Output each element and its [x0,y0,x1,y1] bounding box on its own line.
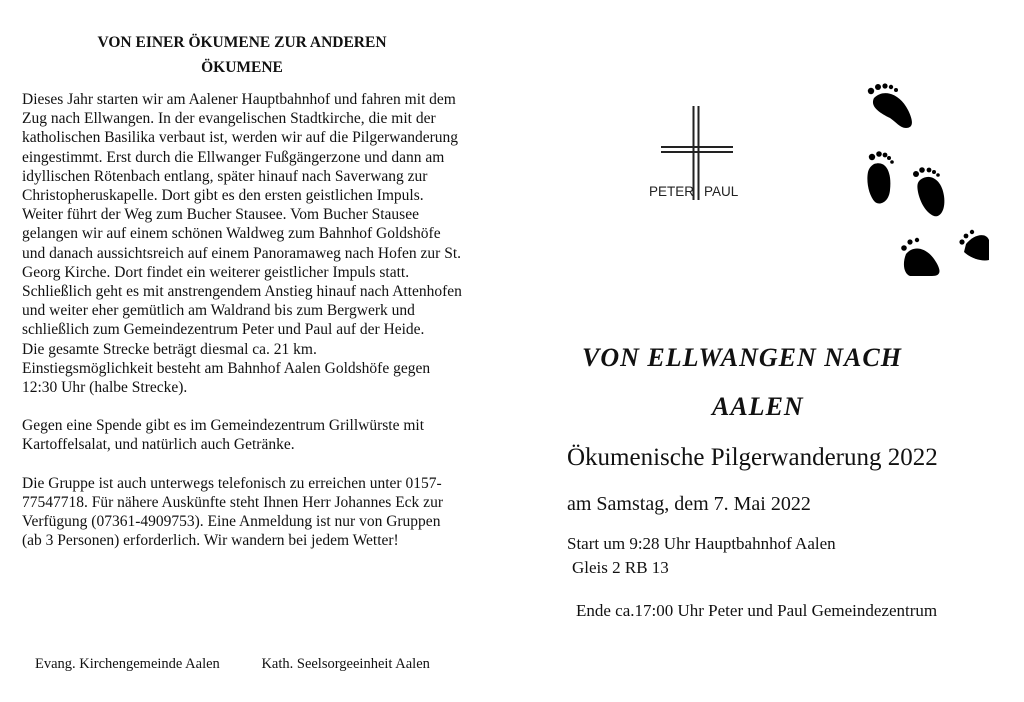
footprint-left [867,151,893,203]
start-platform-line: Gleis 2 RB 13 [572,558,669,577]
body-text [22,90,462,550]
footprints-icon [856,76,996,288]
signature-evangelical: Evang. Kirchengemeinde Aalen [35,656,220,672]
footprint-top [868,83,912,128]
cross-horizontal-top [661,146,733,148]
paragraph-route: Dieses Jahr starten wir am Aalener Hauptbahnhof und fahren mit dem Zug nach Ellwangen. In der evangelischen Stadtkirche, die mit der katholischen Basilika verbaut ist, werden wir auf die Pilgerwanderung eingestimmt. Erst durch die Ellwanger Fußgängerzone und dann am idyllischen Rötenbach entlang, später hinauf nach Saverwang zur Christopheruskapelle. Dort gibt es den ersten geistlichen Impuls. Weiter führt der Weg zum Bucher Stausee. Vom Bucher Stausee gelangen wir auf einem schönen Waldweg zum Bahnhof Goldshöfe und danach aussichtsreich auf einem Panoramaweg nach Hofen zur St. Georg Kirche. Dort findet ein weiterer geistlicher Impuls statt. Schließlich geht es mit anstrengendem Anstieg hinauf nach Attenhofen und weiter eher gemütlich am Waldrand bis zum Bergwerk und schließlich zum Gemeindezentrum Peter und Paul auf der Heide. [22,91,462,339]
heading-line-2: ÖKUMENE [201,59,283,76]
event-subtitle: Ökumenische Pilgerwanderung 2022 [567,444,938,471]
title-line-1: VON ELLWANGEN NACH [582,343,902,372]
heading-line-1: VON EINER ÖKUMENE ZUR ANDEREN [97,34,387,51]
paragraph-food: Gegen eine Spende gibt es im Gemeindezentrum Grillwürste mit Kartoffelsalat, und natürlich auch Getränke. [22,417,425,454]
footprint-bottom-right [959,230,989,261]
paragraph-distance: Die gesamte Strecke beträgt diesmal ca. 21 km. [22,340,317,358]
end-info: Ende ca.17:00 Uhr Peter und Paul Gemeindezentrum [576,601,938,620]
left-column [22,26,462,550]
start-time-line: Start um 9:28 Uhr Hauptbahnhof Aalen [567,534,836,553]
logo-word-paul: PAUL [704,184,739,199]
footprint-right [913,167,944,216]
signature-catholic: Kath. Seelsorgeeinheit Aalen [261,656,430,672]
start-info [567,532,836,580]
signatures [35,656,430,673]
event-date: am Samstag, dem 7. Mai 2022 [567,493,811,515]
paragraph-contact: Die Gruppe ist auch unterwegs telefonisch zu erreichen unter 0157-77547718. Für nähere Auskünfte steht Ihnen Herr Johannes Eck zur Verfügung (07361-4909753). Eine Anmeldung ist nur von Gruppen (ab 3 Personen) erforderlich. Wir wandern bei jedem Wetter! [22,474,443,550]
footprint-bottom-left [901,238,939,276]
paragraph-entry-point: Einstiegsmöglichkeit besteht am Bahnhof Aalen Goldshöfe gegen 12:30 Uhr (halbe Strecke). [22,359,431,397]
cross-logo-icon [643,92,753,212]
logo-word-peter: PETER [649,184,695,199]
cross-horizontal-bottom [661,151,733,153]
title-line-2: AALEN [712,392,804,421]
